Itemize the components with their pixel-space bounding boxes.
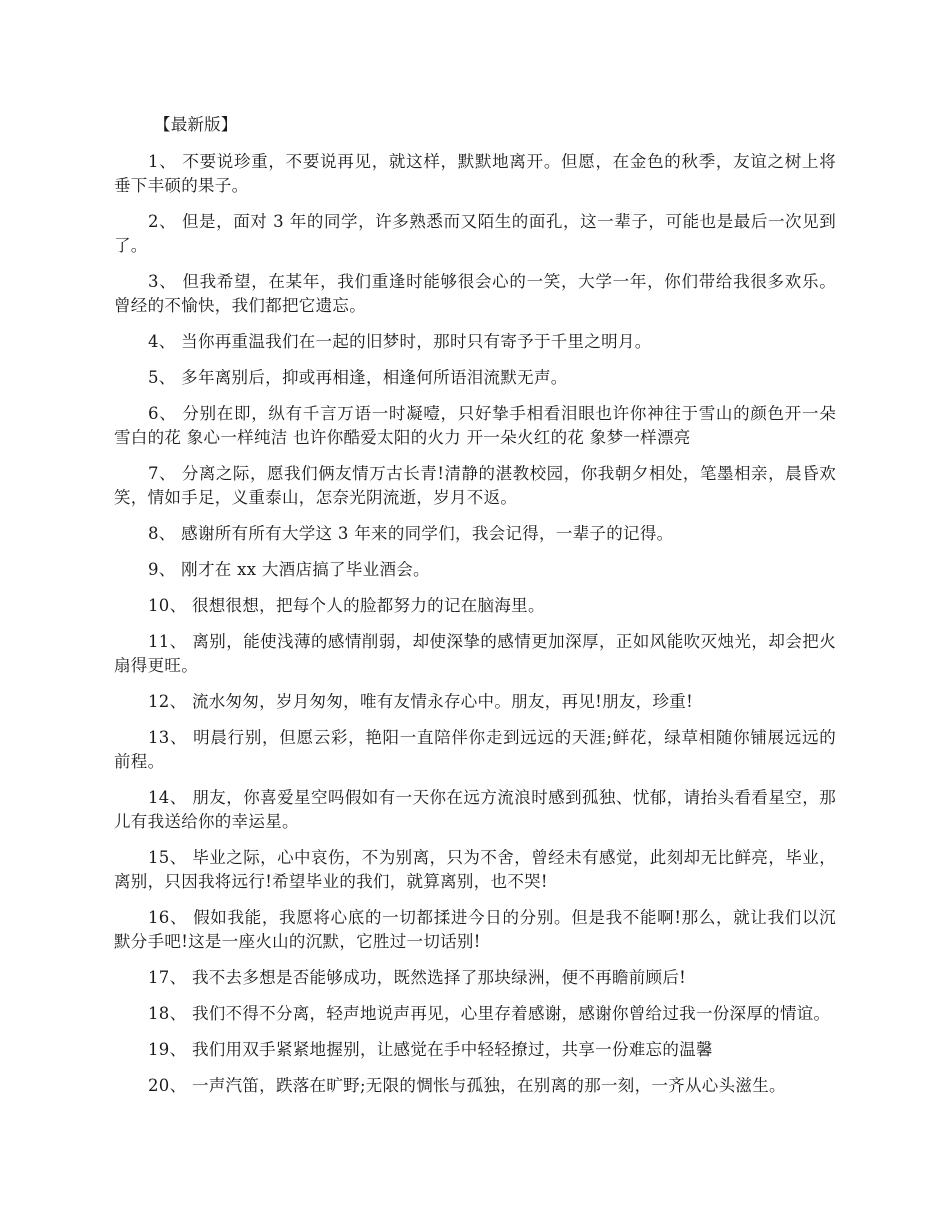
list-item: 2、 但是，面对 3 年的同学，许多熟悉而又陌生的面孔，这一辈子，可能也是最后一次见到了。: [114, 212, 836, 255]
list-item: 13、 明晨行别，但愿云彩，艳阳一直陪伴你走到远远的天涯;鲜花，绿草相随你铺展远远的前程。: [114, 728, 836, 771]
list-item: 18、 我们不得不分离，轻声地说声再见，心里存着感谢，感谢你曾给过我一份深厚的情谊。: [148, 1004, 831, 1023]
list-item: 19、 我们用双手紧紧地握别，让感觉在手中轻轻撩过，共享一份难忘的温馨: [148, 1040, 713, 1059]
list-item: 3、 但我希望，在某年，我们重逢时能够很会心的一笑，大学一年，你们带给我很多欢乐。曾经的不愉快，我们都把它遗忘。: [114, 272, 836, 315]
document-body: [114, 112, 836, 1110]
document-heading: 【最新版】: [154, 115, 238, 134]
list-item: 9、 刚才在 xx 大酒店搞了毕业酒会。: [148, 560, 430, 579]
list-item: 7、 分离之际，愿我们俩友情万古长青!清静的湛教校园，你我朝夕相处，笔墨相亲，晨昏欢笑，情如手足，义重泰山，怎奈光阴流逝，岁月不返。: [114, 464, 836, 507]
list-item: 20、 一声汽笛，跌落在旷野;无限的惆怅与孤独，在别离的那一刻，一齐从心头滋生。: [148, 1076, 786, 1095]
list-item: 16、 假如我能，我愿将心底的一切都揉进今日的分别。但是我不能啊!那么，就让我们以沉默分手吧!这是一座火山的沉默，它胜过一切话别!: [114, 908, 836, 951]
list-item: 11、 离别，能使浅薄的感情削弱，却使深挚的感情更加深厚，正如风能吹灭烛光，却会把火扇得更旺。: [114, 632, 836, 675]
list-item: 10、 很想很想，把每个人的脸都努力的记在脑海里。: [148, 596, 545, 615]
list-item: 17、 我不去多想是否能够成功，既然选择了那块绿洲，便不再瞻前顾后!: [148, 968, 687, 987]
list-item: 4、 当你再重温我们在一起的旧梦时，那时只有寄予于千里之明月。: [148, 332, 652, 351]
list-item: 8、 感谢所有所有大学这 3 年来的同学们，我会记得，一辈子的记得。: [148, 524, 674, 543]
list-item: 15、 毕业之际，心中哀伤，不为别离，只为不舍，曾经未有感觉，此刻却无比鲜亮，毕业，离别，只因我将远行!希望毕业的我们，就算离别，也不哭!: [114, 848, 836, 891]
list-item: 14、 朋友，你喜爱星空吗假如有一天你在远方流浪时感到孤独、忧郁，请抬头看看星空，那儿有我送给你的幸运星。: [114, 788, 836, 831]
list-item: 12、 流水匆匆，岁月匆匆，唯有友情永存心中。朋友，再见!朋友，珍重!: [148, 692, 694, 711]
list-item: 6、 分别在即，纵有千言万语一时凝噎，只好挚手相看泪眼也许你神往于雪山的颜色开一朵雪白的花 象心一样纯洁 也许你酷爱太阳的火力 开一朵火红的花 象梦一样漂亮: [114, 404, 836, 447]
list-item: 5、 多年离别后，抑或再相逢，相逢何所语泪流默无声。: [148, 368, 568, 387]
list-item: 1、 不要说珍重，不要说再见，就这样，默默地离开。但愿，在金色的秋季，友谊之树上将垂下丰硕的果子。: [114, 152, 836, 195]
